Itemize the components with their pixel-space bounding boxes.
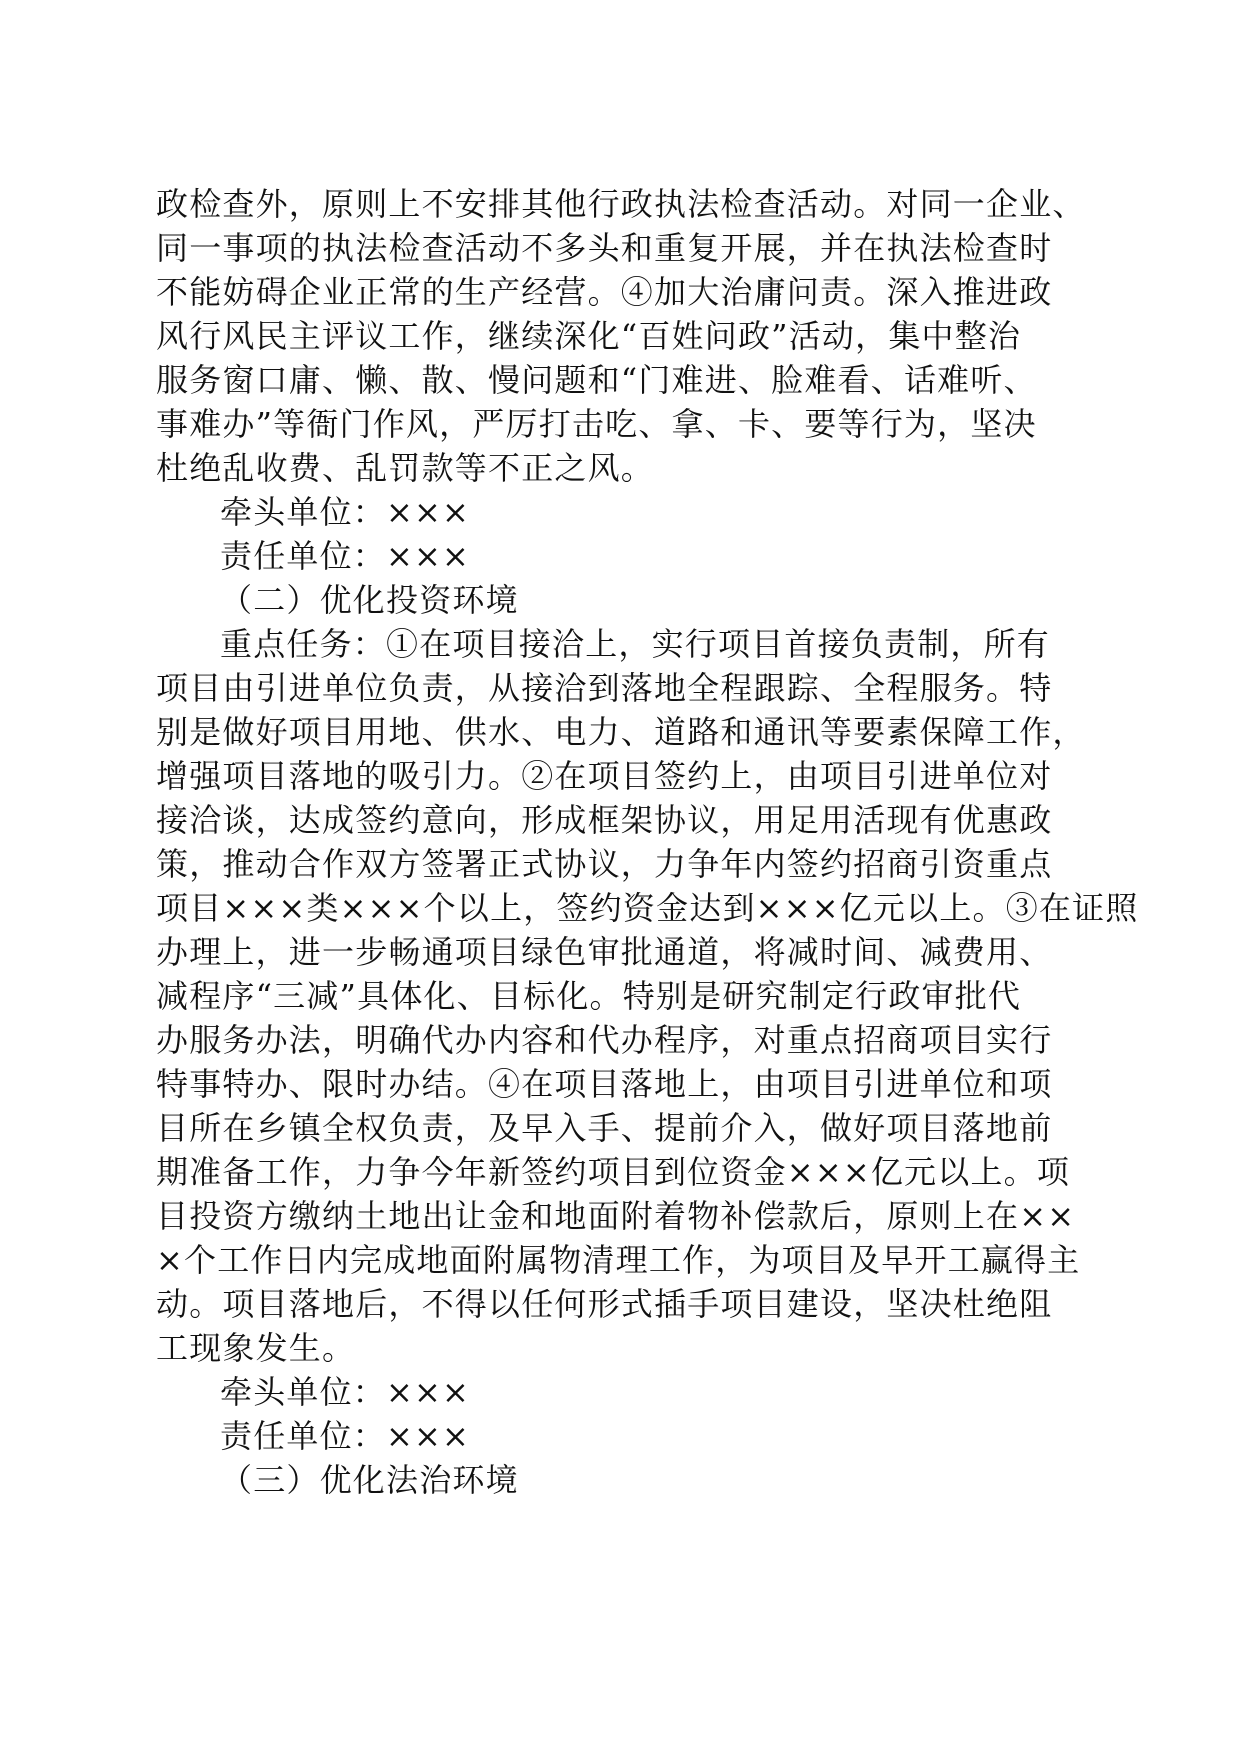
body-line: 项目由引进单位负责，从接洽到落地全程跟踪、全程服务。特 — [156, 669, 1053, 707]
body-line: 别是做好项目用地、供水、电力、道路和通讯等要素保障工作， — [156, 713, 1086, 751]
section-heading-3: （三）优化法治环境 — [220, 1461, 519, 1499]
body-line: 办理上，进一步畅通项目绿色审批通道，将减时间、减费用、 — [156, 933, 1053, 971]
body-line: 杜绝乱收费、乱罚款等不正之风。 — [156, 449, 655, 487]
body-line: 工现象发生。 — [156, 1329, 356, 1367]
body-line: 特事特办、限时办结。④在项目落地上，由项目引进单位和项 — [156, 1065, 1053, 1103]
body-line: 期准备工作，力争今年新签约项目到位资金×××亿元以上。项 — [156, 1153, 1071, 1191]
body-line: ×个工作日内完成地面附属物清理工作，为项目及早开工赢得主 — [156, 1241, 1081, 1279]
body-line: 服务窗口庸、懒、散、慢问题和“门难进、脸难看、话难听、 — [156, 361, 1037, 399]
lead-unit-line: 牵头单位：××× — [220, 493, 471, 531]
body-line: 同一事项的执法检查活动不多头和重复开展，并在执法检查时 — [156, 229, 1053, 267]
body-line: 办服务办法，明确代办内容和代办程序，对重点招商项目实行 — [156, 1021, 1053, 1059]
responsible-unit-line: 责任单位：××× — [220, 1417, 471, 1455]
lead-unit-line: 牵头单位：××× — [220, 1373, 471, 1411]
document-body — [156, 182, 1139, 1502]
section-heading-2: （二）优化投资环境 — [220, 581, 519, 619]
body-line: 项目×××类×××个以上，签约资金达到×××亿元以上。③在证照 — [156, 889, 1139, 927]
body-line: 动。项目落地后，不得以任何形式插手项目建设，坚决杜绝阻 — [156, 1285, 1053, 1323]
body-line: 风行风民主评议工作，继续深化“百姓问政”活动，集中整治 — [156, 317, 1022, 355]
body-line: 接洽谈，达成签约意向，形成框架协议，用足用活现有优惠政 — [156, 801, 1053, 839]
body-line: 政检查外，原则上不安排其他行政执法检查活动。对同一企业、 — [156, 185, 1086, 223]
body-line: 重点任务：①在项目接洽上，实行项目首接负责制，所有 — [220, 625, 1051, 663]
body-line: 不能妨碍企业正常的生产经营。④加大治庸问责。深入推进政 — [156, 273, 1053, 311]
body-line: 减程序“三减”具体化、目标化。特别是研究制定行政审批代 — [156, 977, 1022, 1015]
body-line: 增强项目落地的吸引力。②在项目签约上，由项目引进单位对 — [156, 757, 1053, 795]
body-line: 策，推动合作双方签署正式协议，力争年内签约招商引资重点 — [156, 845, 1053, 883]
body-line: 事难办”等衙门作风，严厉打击吃、拿、卡、要等行为，坚决 — [156, 405, 1037, 443]
responsible-unit-line: 责任单位：××× — [220, 537, 471, 575]
body-line: 目所在乡镇全权负责，及早入手、提前介入，做好项目落地前 — [156, 1109, 1053, 1147]
body-line: 目投资方缴纳土地出让金和地面附着物补偿款后，原则上在×× — [156, 1197, 1076, 1235]
